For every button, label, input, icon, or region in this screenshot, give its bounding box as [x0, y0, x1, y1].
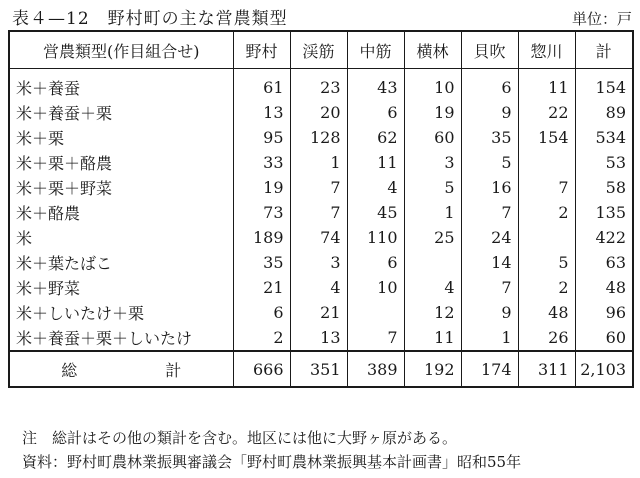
count-cell: 5 — [404, 175, 461, 200]
count-cell: 13 — [290, 325, 347, 351]
count-cell — [518, 150, 575, 175]
header-cell: 計 — [575, 31, 633, 69]
total-cell: 192 — [404, 351, 461, 387]
total-cell: 311 — [518, 351, 575, 387]
farming-type-cell: 米＋しいたけ＋栗 — [16, 304, 145, 323]
count-cell: 25 — [404, 225, 461, 250]
farming-type-table — [8, 30, 634, 388]
count-cell: 19 — [404, 100, 461, 125]
count-cell: 534 — [575, 125, 633, 150]
count-cell: 19 — [233, 175, 290, 200]
count-cell: 11 — [404, 325, 461, 351]
count-cell: 7 — [290, 200, 347, 225]
table-row — [9, 200, 633, 225]
count-cell: 5 — [461, 150, 518, 175]
count-cell: 48 — [518, 300, 575, 325]
count-cell: 22 — [518, 100, 575, 125]
header-cell: 貝吹 — [461, 31, 518, 69]
header-cell: 渓筋 — [290, 31, 347, 69]
table-row — [9, 300, 633, 325]
farming-type-cell: 米＋野菜 — [16, 279, 81, 298]
count-cell: 7 — [347, 325, 404, 351]
count-cell: 135 — [575, 200, 633, 225]
count-cell: 1 — [290, 150, 347, 175]
count-cell: 1 — [404, 200, 461, 225]
count-cell: 12 — [404, 300, 461, 325]
count-cell: 43 — [347, 69, 404, 101]
count-cell: 7 — [461, 200, 518, 225]
count-cell: 21 — [290, 300, 347, 325]
count-cell: 33 — [233, 150, 290, 175]
count-cell: 10 — [404, 69, 461, 101]
header-cell: 中筋 — [347, 31, 404, 69]
count-cell: 61 — [233, 69, 290, 101]
farming-type-cell: 米＋栗＋酪農 — [16, 154, 113, 173]
count-cell — [404, 250, 461, 275]
count-cell: 89 — [575, 100, 633, 125]
count-cell: 60 — [404, 125, 461, 150]
farming-type-cell: 米＋栗＋野菜 — [16, 179, 113, 198]
count-cell: 11 — [347, 150, 404, 175]
count-cell: 63 — [575, 250, 633, 275]
total-cell: 2,103 — [575, 351, 633, 387]
count-cell: 7 — [461, 275, 518, 300]
count-cell: 48 — [575, 275, 633, 300]
count-cell: 3 — [290, 250, 347, 275]
table-row — [9, 125, 633, 150]
header-cell: 営農類型(作目組合せ) — [9, 31, 233, 69]
count-cell: 35 — [461, 125, 518, 150]
table-row — [9, 325, 633, 351]
count-cell: 24 — [461, 225, 518, 250]
source-note: 資料：野村町農林業振興審議会「野村町農林業振興基本計画書」昭和55年 — [22, 453, 522, 471]
count-cell: 74 — [290, 225, 347, 250]
header-row — [9, 31, 633, 69]
count-cell: 6 — [461, 69, 518, 101]
count-cell: 58 — [575, 175, 633, 200]
count-cell: 62 — [347, 125, 404, 150]
count-cell: 35 — [233, 250, 290, 275]
total-row — [9, 351, 633, 387]
total-cell: 666 — [233, 351, 290, 387]
table-row — [9, 150, 633, 175]
count-cell: 20 — [290, 100, 347, 125]
count-cell — [518, 225, 575, 250]
count-cell: 16 — [461, 175, 518, 200]
farming-type-cell: 米＋養蚕＋栗 — [16, 104, 113, 123]
count-cell: 4 — [347, 175, 404, 200]
count-cell: 9 — [461, 300, 518, 325]
count-cell: 128 — [290, 125, 347, 150]
table-body — [9, 69, 633, 352]
count-cell: 13 — [233, 100, 290, 125]
count-cell: 21 — [233, 275, 290, 300]
total-cell: 389 — [347, 351, 404, 387]
total-label-cell — [9, 351, 233, 387]
count-cell: 110 — [347, 225, 404, 250]
count-cell: 6 — [347, 100, 404, 125]
farming-type-cell: 米＋酪農 — [16, 204, 81, 223]
table-title: 表４—12 野村町の主な営農類型 — [12, 9, 288, 29]
count-cell: 11 — [518, 69, 575, 101]
table-row — [9, 175, 633, 200]
farming-type-cell: 米＋栗 — [16, 129, 65, 148]
count-cell: 1 — [461, 325, 518, 351]
count-cell: 45 — [347, 200, 404, 225]
count-cell: 2 — [518, 200, 575, 225]
count-cell: 4 — [290, 275, 347, 300]
count-cell: 2 — [233, 325, 290, 351]
table-row — [9, 69, 633, 101]
count-cell: 154 — [575, 69, 633, 101]
header-cell: 横林 — [404, 31, 461, 69]
count-cell: 5 — [518, 250, 575, 275]
total-cell: 351 — [290, 351, 347, 387]
farming-type-cell: 米 — [16, 229, 33, 248]
table-row — [9, 250, 633, 275]
count-cell: 4 — [404, 275, 461, 300]
count-cell: 23 — [290, 69, 347, 101]
count-cell: 53 — [575, 150, 633, 175]
header-cell: 野村 — [233, 31, 290, 69]
count-cell: 9 — [461, 100, 518, 125]
table-row — [9, 225, 633, 250]
count-cell: 95 — [233, 125, 290, 150]
count-cell: 2 — [518, 275, 575, 300]
farming-type-cell: 米＋葉たばこ — [16, 254, 113, 273]
count-cell: 154 — [518, 125, 575, 150]
header-cell: 惣川 — [518, 31, 575, 69]
count-cell — [347, 300, 404, 325]
count-cell: 73 — [233, 200, 290, 225]
count-cell: 422 — [575, 225, 633, 250]
count-cell: 189 — [233, 225, 290, 250]
count-cell: 7 — [518, 175, 575, 200]
total-label: 総 計 — [61, 360, 182, 380]
count-cell: 6 — [233, 300, 290, 325]
total-cell: 174 — [461, 351, 518, 387]
farming-type-cell: 米＋養蚕 — [16, 79, 81, 98]
table-row — [9, 100, 633, 125]
count-cell: 10 — [347, 275, 404, 300]
footnote: 注 総計はその他の類計を含む。地区には他に大野ヶ原がある。 — [22, 429, 458, 447]
farming-type-cell: 米＋養蚕＋栗＋しいたけ — [16, 329, 193, 348]
count-cell: 60 — [575, 325, 633, 351]
count-cell: 6 — [347, 250, 404, 275]
table-row — [9, 275, 633, 300]
count-cell: 14 — [461, 250, 518, 275]
count-cell: 7 — [290, 175, 347, 200]
count-cell: 3 — [404, 150, 461, 175]
unit-label: 単位：戸 — [571, 10, 632, 28]
count-cell: 26 — [518, 325, 575, 351]
count-cell: 96 — [575, 300, 633, 325]
